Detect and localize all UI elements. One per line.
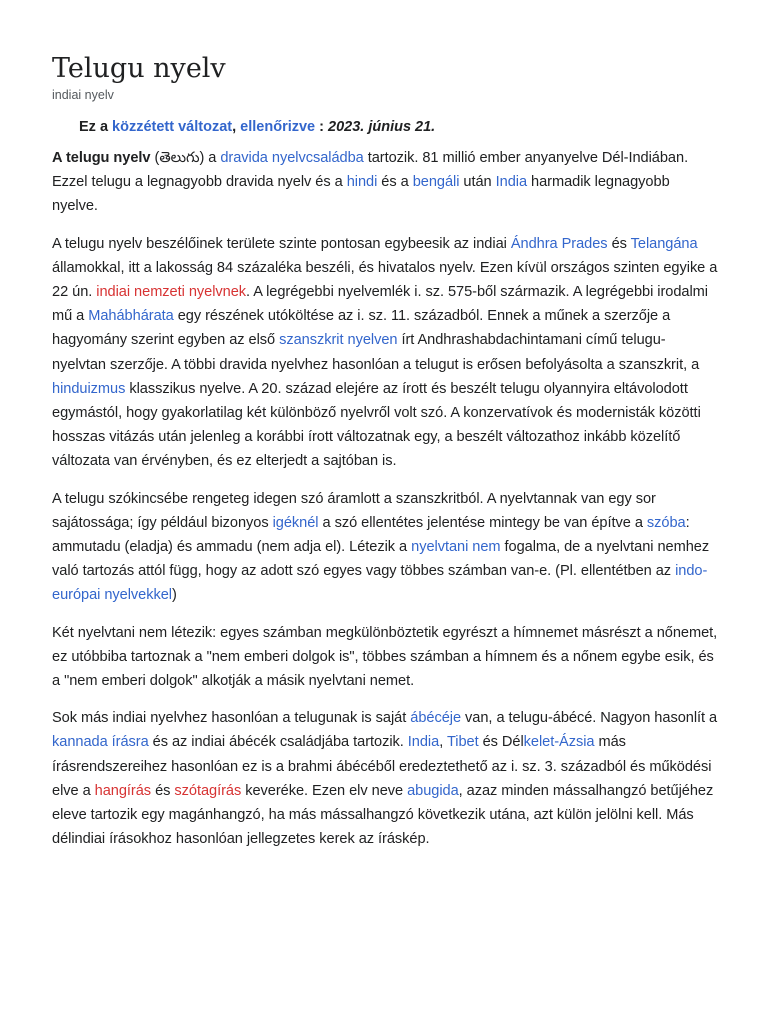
article-body	[52, 146, 718, 851]
paragraph-text: van, a telugu-ábécé. Nagyon hasonlít a	[461, 710, 718, 727]
article-paragraph	[52, 706, 718, 851]
paragraph-text: és	[607, 235, 631, 252]
page-subtitle: indiai nyelv	[52, 88, 114, 102]
missing-article-link[interactable]: hangírás	[94, 782, 152, 799]
paragraph-text: más írásrendszereihez hasonlóan ez is a brahmi ábécéből eredeztethető az i. sz. 3. századból és működési elve a	[52, 734, 712, 799]
paragraph-text: írt Andhrashabdachintamani című telugu-nyelvtan szerzője. A többi dravida nyelvhez hasonlóan a telugut is erősen befolyásolta a szanszkrit, a	[52, 332, 700, 373]
revision-colon: :	[315, 119, 329, 135]
paragraph-text: fogalma, de a nyelvtani nemhez való tartozás attól függ, hogy az adott szó egyes vagy többes számban van-e. (Pl. ellentétben az	[52, 539, 710, 580]
paragraph-text: és Dél	[478, 734, 524, 751]
article-link[interactable]: Tibet	[446, 734, 479, 751]
paragraph-text: keveréke. Ezen elv neve	[241, 782, 408, 799]
paragraph-text: és	[151, 782, 175, 799]
checked-link[interactable]: ellenőrizve	[240, 119, 316, 135]
paragraph-text: harmadik legnagyobb nyelve.	[52, 174, 670, 215]
article-link[interactable]: hindi	[346, 174, 378, 191]
revision-comma: ,	[232, 119, 241, 135]
paragraph-text: klasszikus nyelve. A 20. század elejére az írott és beszélt telugu olyannyira eltávolodott egymástól, hogy gyakorlatilag két különböző nyelvről volt szó. A konzervatívok és modernisták közötti hosszas vitázás után jelenleg a korábbi írott változatnak egy, a beszélt változathoz inkább közelítő változata van érvényben, és ez elterjedt a sajtóban is.	[52, 380, 701, 470]
paragraph-text: ,	[439, 734, 447, 751]
missing-article-link[interactable]: indiai nemzeti nyelvnek	[96, 284, 247, 301]
article-link[interactable]: dravida nyelvcsaládba	[220, 150, 364, 166]
article-link[interactable]: szanszkrit nyelven	[279, 332, 398, 349]
article-link[interactable]: India	[407, 734, 440, 751]
article-link[interactable]: India	[495, 174, 528, 191]
page-title: Telugu nyelv	[52, 53, 226, 84]
paragraph-text: után	[459, 174, 496, 191]
bold-term: A telugu nyelv	[52, 150, 151, 166]
article-link[interactable]: kelet-Ázsia	[523, 734, 595, 751]
paragraph-text: . A legrégebbi nyelvemlék i. sz. 575-ből származik. A legrégebbi irodalmi mű a	[52, 284, 708, 325]
paragraph-text: a szó ellentétes jelentése mintegy be van építve a	[318, 514, 647, 531]
article-link[interactable]: Ándhra Prades	[510, 235, 608, 252]
revision-notice	[79, 117, 718, 137]
paragraph-text: , azaz minden mássalhangzó betűjéhez eleve tartozik egy magánhangzó, ha más mássalhangzó következik utána, azt külön jelölni kell. Más délindiai írásokhoz hasonlóan jellegzetes kerek az íráskép.	[52, 782, 714, 848]
article-link[interactable]: indo-európai nyelvekkel	[52, 563, 708, 604]
paragraph-text: (తెలుగు) a	[150, 150, 221, 166]
article-link[interactable]: bengáli	[412, 174, 460, 191]
revision-date: 2023. június 21.	[328, 119, 436, 135]
paragraph-text: )	[171, 587, 177, 604]
paragraph-text: Két nyelvtani nem létezik: egyes számban megkülönböztetik egyrészt a hímnemet másrészt a nőnemet, ez utóbbiba tartoznak a "nem emberi dolgok is", többes számban a hímnem és a nőnem egybe esik, és a "nem emberi dolgok" alkotják a másik nyelvtani nemet.	[52, 624, 718, 690]
paragraph-text: A telugu nyelv beszélőinek területe szinte pontosan egybeesik az indiai	[52, 235, 511, 252]
article-link[interactable]: ábécéje	[410, 710, 462, 727]
paragraph-text: államokkal, itt a lakosság 84 százaléka beszéli, és hivatalos nyelv. Ezen kívül országos szinten egyike a 22 ún.	[52, 259, 718, 301]
article-link[interactable]: hinduizmus	[52, 380, 126, 397]
paragraph-text: és a	[377, 174, 413, 191]
paragraph-text: és az indiai ábécék családjába tartozik.	[148, 734, 408, 751]
article-link[interactable]: abugida	[407, 782, 459, 799]
article-paragraph	[52, 146, 718, 219]
article-link[interactable]: nyelvtani nem	[411, 539, 501, 556]
article	[52, 52, 718, 851]
paragraph-text: A telugu szókincsébe rengeteg idegen szó áramlott a szanszkritból. A nyelvtannak van egy sor sajátossága; így például bizonyos	[52, 490, 656, 531]
article-paragraph	[52, 232, 718, 474]
article-link[interactable]: kannada írásra	[52, 734, 149, 751]
article-paragraph	[52, 487, 718, 608]
article-paragraph	[52, 621, 718, 694]
published-version-link[interactable]: közzétett változat	[112, 119, 233, 135]
article-link[interactable]: igéknél	[272, 514, 319, 531]
missing-article-link[interactable]: szótagírás	[174, 782, 242, 799]
paragraph-text: egy részének utóköltése az i. sz. 11. századból. Ennek a műnek a szerzője a hagyomány szerint egyben az első	[52, 308, 671, 349]
article-link[interactable]: Telangána	[630, 235, 698, 252]
paragraph-text: tartozik. 81 millió ember anyanyelve Dél-Indiában. Ezzel telugu a legnagyobb dravida nyelv és a	[52, 150, 689, 191]
article-link[interactable]: Mahábhárata	[88, 308, 174, 325]
revision-prefix: Ez a	[79, 119, 113, 135]
paragraph-text: : ammutadu (eladja) és ammadu (nem adja el). Létezik a	[52, 514, 690, 556]
article-link[interactable]: szóba	[646, 514, 686, 531]
paragraph-text: Sok más indiai nyelvhez hasonlóan a telugunak is saját	[52, 710, 411, 727]
